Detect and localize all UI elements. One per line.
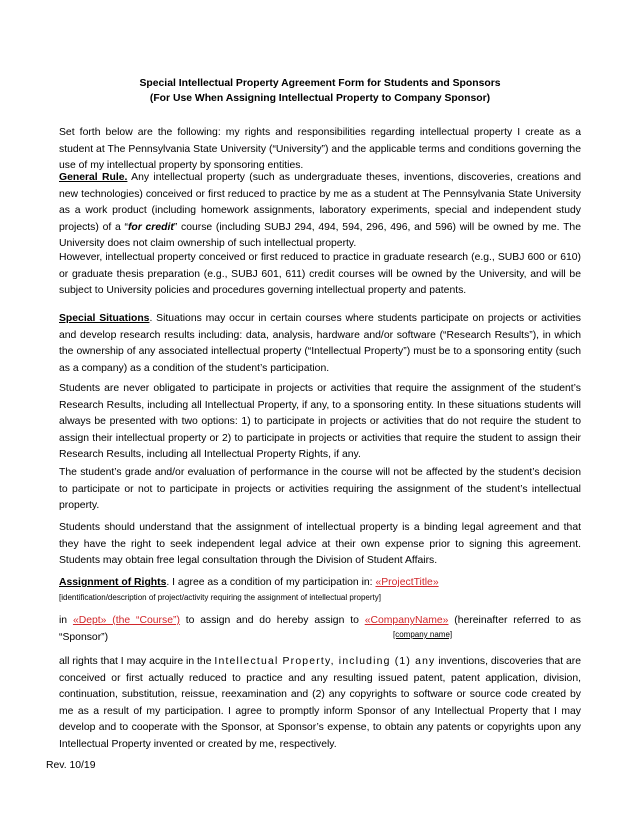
assignment-heading: Assignment of Rights <box>59 577 167 588</box>
project-note: [identification/description of project/activity requiring the assignment of intellectual property] <box>59 592 381 602</box>
intro-paragraph: Set forth below are the following: my rights and responsibilities regarding intellectual property I create as a student at The Pennsylvania State University (“University”) and the applicable terms and conditions governing the use of my intellectual property by sponsoring entities. <box>59 127 581 172</box>
project-title-field[interactable]: «ProjectTitle» <box>375 577 439 588</box>
special-situations-paragraph <box>59 311 581 377</box>
grade-paragraph: The student’s grade and/or evaluation of performance in the course will not be affected by the student’s decision to participate or not to participate in projects or activities requiring the assignment of the student’s intellectual property. <box>59 467 581 512</box>
general-rule-paragraph <box>59 170 581 253</box>
rights-spaced-text: Intellectual Property, including (1) any <box>214 656 436 667</box>
title-line-2: (For Use When Assigning Intellectual Property to Company Sponsor) <box>149 93 491 104</box>
company-name-field[interactable]: «CompanyName» <box>364 615 449 626</box>
revision-label: Rev. 10/19 <box>46 760 96 771</box>
rights-text-b: inventions, discoveries that are conceived or first actually reduced to practice and any resulting issued patent, patent application, division, continuation, substitution, reissue, reexamination and (2) any copyrights to software or source code created by me as a result of my participation. I agree to promptly inform Sponsor of any Intellectual Property that I may develop and to cooperate with the Sponsor, at Sponsor’s expense, to obtain any patents or copyrights upon any Intellectual Property invented or created by me, respectively. <box>59 656 582 750</box>
general-rule-heading: General Rule. <box>59 172 128 183</box>
for-credit-text: for credit <box>127 221 174 233</box>
rights-paragraph <box>59 654 581 754</box>
assignment-paragraph <box>59 575 581 603</box>
dept-field[interactable]: «Dept» (the “Course”) <box>72 615 180 626</box>
assignment-text: . I agree as a condition of my participation in: <box>166 577 376 588</box>
general-rule-text-a: Any intellectual property (such as undergraduate theses, inventions, discoveries, creations and new technologies) conceived or first reduced to practice by me as a student at The Pennsylvania State University as a work product (including homework assignments, laboratory experiments, special and independent study projects) of a “ <box>59 172 581 233</box>
general-rule-text-b: ” course (including SUBJ 294, 494, 594, 296, 496, and 596) will be owned by me. The University does not claim ownership of such intellectual property. <box>59 221 581 250</box>
company-name-note: [company name] <box>393 630 453 639</box>
rights-text-a: all rights that I may acquire in the <box>59 656 215 667</box>
title-line-1: Special Intellectual Property Agreement Form for Students and Sponsors <box>139 78 501 89</box>
special-situations-text: . Situations may occur in certain courses where students participate on projects or activities and develop research results including: data, analysis, hardware and/or software (“Research Results”), in which the ownership of any associated intellectual property (“Intellectual Property”) must be to a sponsoring entity (such as a company) as a condition of the student’s participation. <box>59 313 581 374</box>
never-obligated-paragraph: Students are never obligated to participate in projects or activities that require the assignment of the student’s Research Results, including all Intellectual Property, if any, to a sponsoring entity. In these situations students will always be presented with two options: 1) to participate in projects or activities that do not require the student to assign their intellectual property or 2) to participate in projects or activities that require the student to assign their Research Results, including all Intellectual Property Rights, if any. <box>59 383 581 461</box>
understand-paragraph: Students should understand that the assignment of intellectual property is a binding legal agreement and that they have the right to seek independent legal advice at their own expense prior to signing this agreement. Students may obtain free legal consultation through the Division of Student Affairs. <box>59 522 581 567</box>
special-situations-heading: Special Situations <box>59 313 150 324</box>
assign-line <box>59 613 581 646</box>
however-paragraph: However, intellectual property conceived or first reduced to practice in graduate research (e.g., SUBJ 600 or 610) or graduate thesis preparation (e.g., SUBJ 601, 611) credit courses will be owned by the University, and will be subject to University policies and procedures governing intellectual property and patents. <box>59 252 581 297</box>
in-text: in <box>59 615 73 626</box>
hereinafter-text: (hereinafter referred to as “Sponsor”) <box>59 615 581 643</box>
assign-text: to assign and do hereby assign to <box>179 615 365 626</box>
document-title <box>59 76 581 106</box>
